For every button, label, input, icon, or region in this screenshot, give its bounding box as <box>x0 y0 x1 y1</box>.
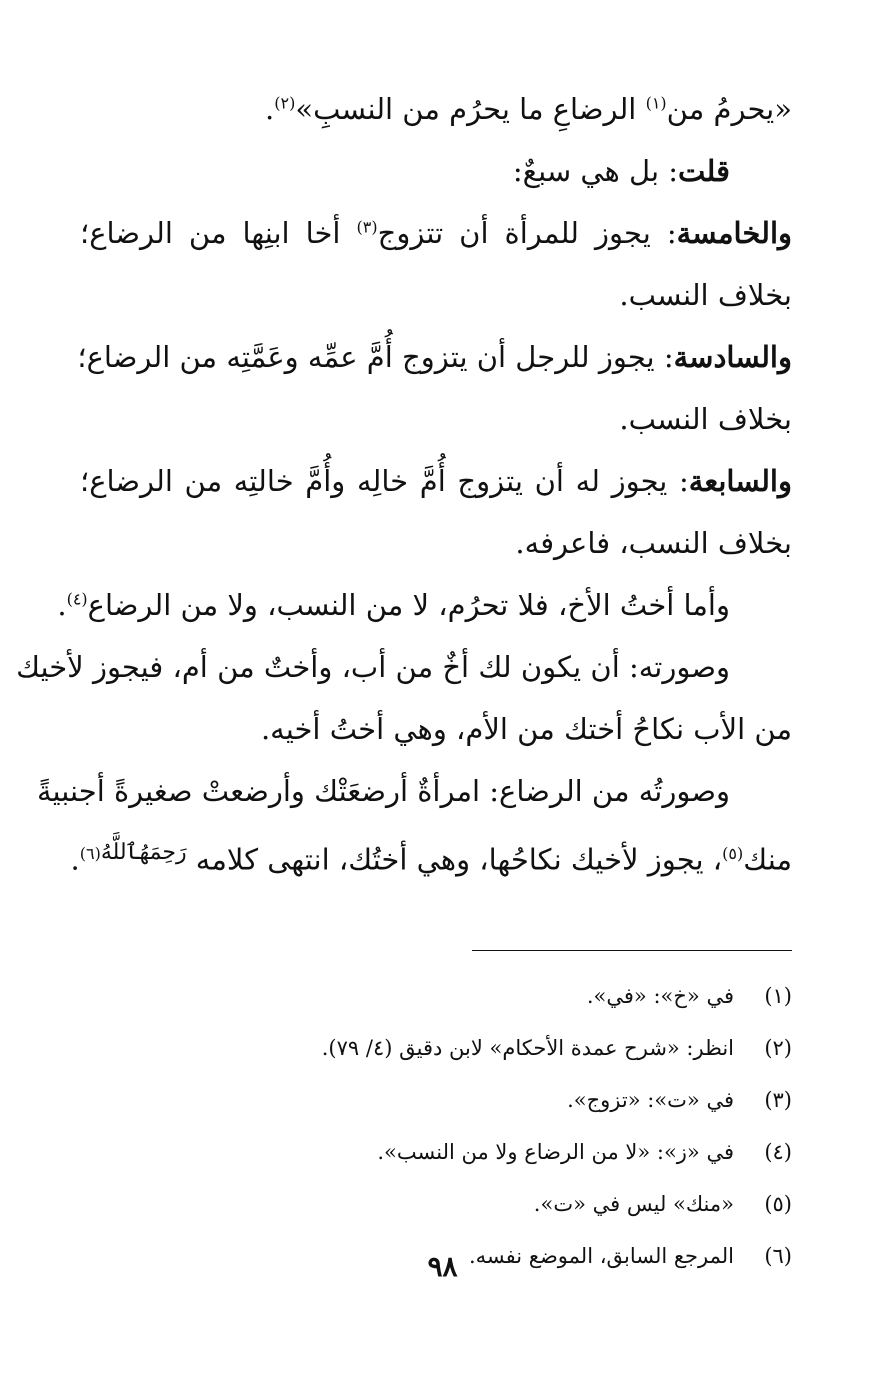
footnote-number: (٦) <box>764 1244 792 1268</box>
text-line: «يحرمُ من$^{(١)}$ الرضاعِ ما يحرُم من النسبِ»$^{(٢)}$. <box>265 92 792 126</box>
page-number: ٩٨ <box>427 1250 458 1283</box>
text-line: وصورته: أن يكون لك أخٌ من أب، وأختٌ من أم، فيجوز لأخيك <box>16 650 730 684</box>
footnote-separator <box>472 950 792 951</box>
lead-word: والخامسة <box>676 216 793 250</box>
text-line: بخلاف النسب. <box>619 402 792 436</box>
footnote-ref[interactable]: (٣) <box>356 217 378 237</box>
lead-word: قلت <box>678 154 730 188</box>
text-line: وصورتُه من الرضاع: امرأةٌ أرضعَتْك وأرضعتْ صغيرةً أجنبيةً <box>36 774 730 808</box>
footnote-ref[interactable]: (٥) <box>722 844 744 863</box>
footnote-ref[interactable]: (٦) <box>79 844 101 863</box>
text-line: من الأب نكاحُ أختك من الأم، وهي أختُ أخيه. <box>260 712 792 746</box>
footnote-number: (٤) <box>764 1140 792 1164</box>
footnote-ref[interactable]: (٤) <box>66 589 88 609</box>
footnote <box>80 1178 792 1230</box>
text-line: منك$^{(٥)}$، يجوز لأخيك نكاحُها، وهي أختُك، انتهى كلامه $^{رَحِمَهُٱللَّهُ(٦)}$. <box>70 840 792 877</box>
footnote-number: (٥) <box>764 1192 792 1216</box>
main-text <box>16 78 793 884</box>
footnote <box>80 970 792 1022</box>
footnote <box>80 1074 792 1126</box>
text-line: قلت: بل هي سبعٌ: <box>512 154 730 188</box>
lead-word: والسابعة <box>688 464 792 498</box>
footnote-text: «منك» ليس في «ت». <box>533 1192 734 1216</box>
text-line: بخلاف النسب. <box>619 278 792 312</box>
footnote-text: المرجع السابق، الموضع نفسه. <box>468 1244 734 1268</box>
text-line: والخامسة: يجوز للمرأة أن تتزوج$^{(٣)}$ أخا ابنِها من الرضاع؛ <box>80 216 793 250</box>
footnote <box>80 1126 792 1178</box>
footnote-text: في «خ»: «في». <box>586 984 734 1008</box>
text-line: بخلاف النسب، فاعرفه. <box>515 526 792 560</box>
footnote-number: (٢) <box>764 1036 792 1060</box>
lead-word: والسادسة <box>673 340 792 374</box>
footnote-ref[interactable]: (٢) <box>274 93 296 113</box>
text-line: وأما أختُ الأخ، فلا تحرُم، لا من النسب، ولا من الرضاع$^{(٤)}$. <box>57 588 730 622</box>
text-line: والسادسة: يجوز للرجل أن يتزوج أُمَّ عمِّه وعَمَّتِه من الرضاع؛ <box>77 340 792 374</box>
footnotes <box>80 970 792 1282</box>
footnote <box>80 1022 792 1074</box>
footnote-number: (١) <box>764 984 792 1008</box>
text-line: والسابعة: يجوز له أن يتزوج أُمَّ خالِه وأُمَّ خالتِه من الرضاع؛ <box>80 464 792 498</box>
honorific-symbol: رَحِمَهُٱللَّهُ <box>100 840 187 865</box>
footnote-text: في «ز»: «لا من الرضاع ولا من النسب». <box>377 1140 734 1164</box>
footnote-ref[interactable]: (١) <box>645 93 667 113</box>
footnote-text: في «ت»: «تزوج». <box>567 1088 734 1112</box>
footnote-text: انظر: «شرح عمدة الأحكام» لابن دقيق (٤/ ٧٩). <box>321 1036 734 1060</box>
footnote-number: (٣) <box>764 1088 792 1112</box>
